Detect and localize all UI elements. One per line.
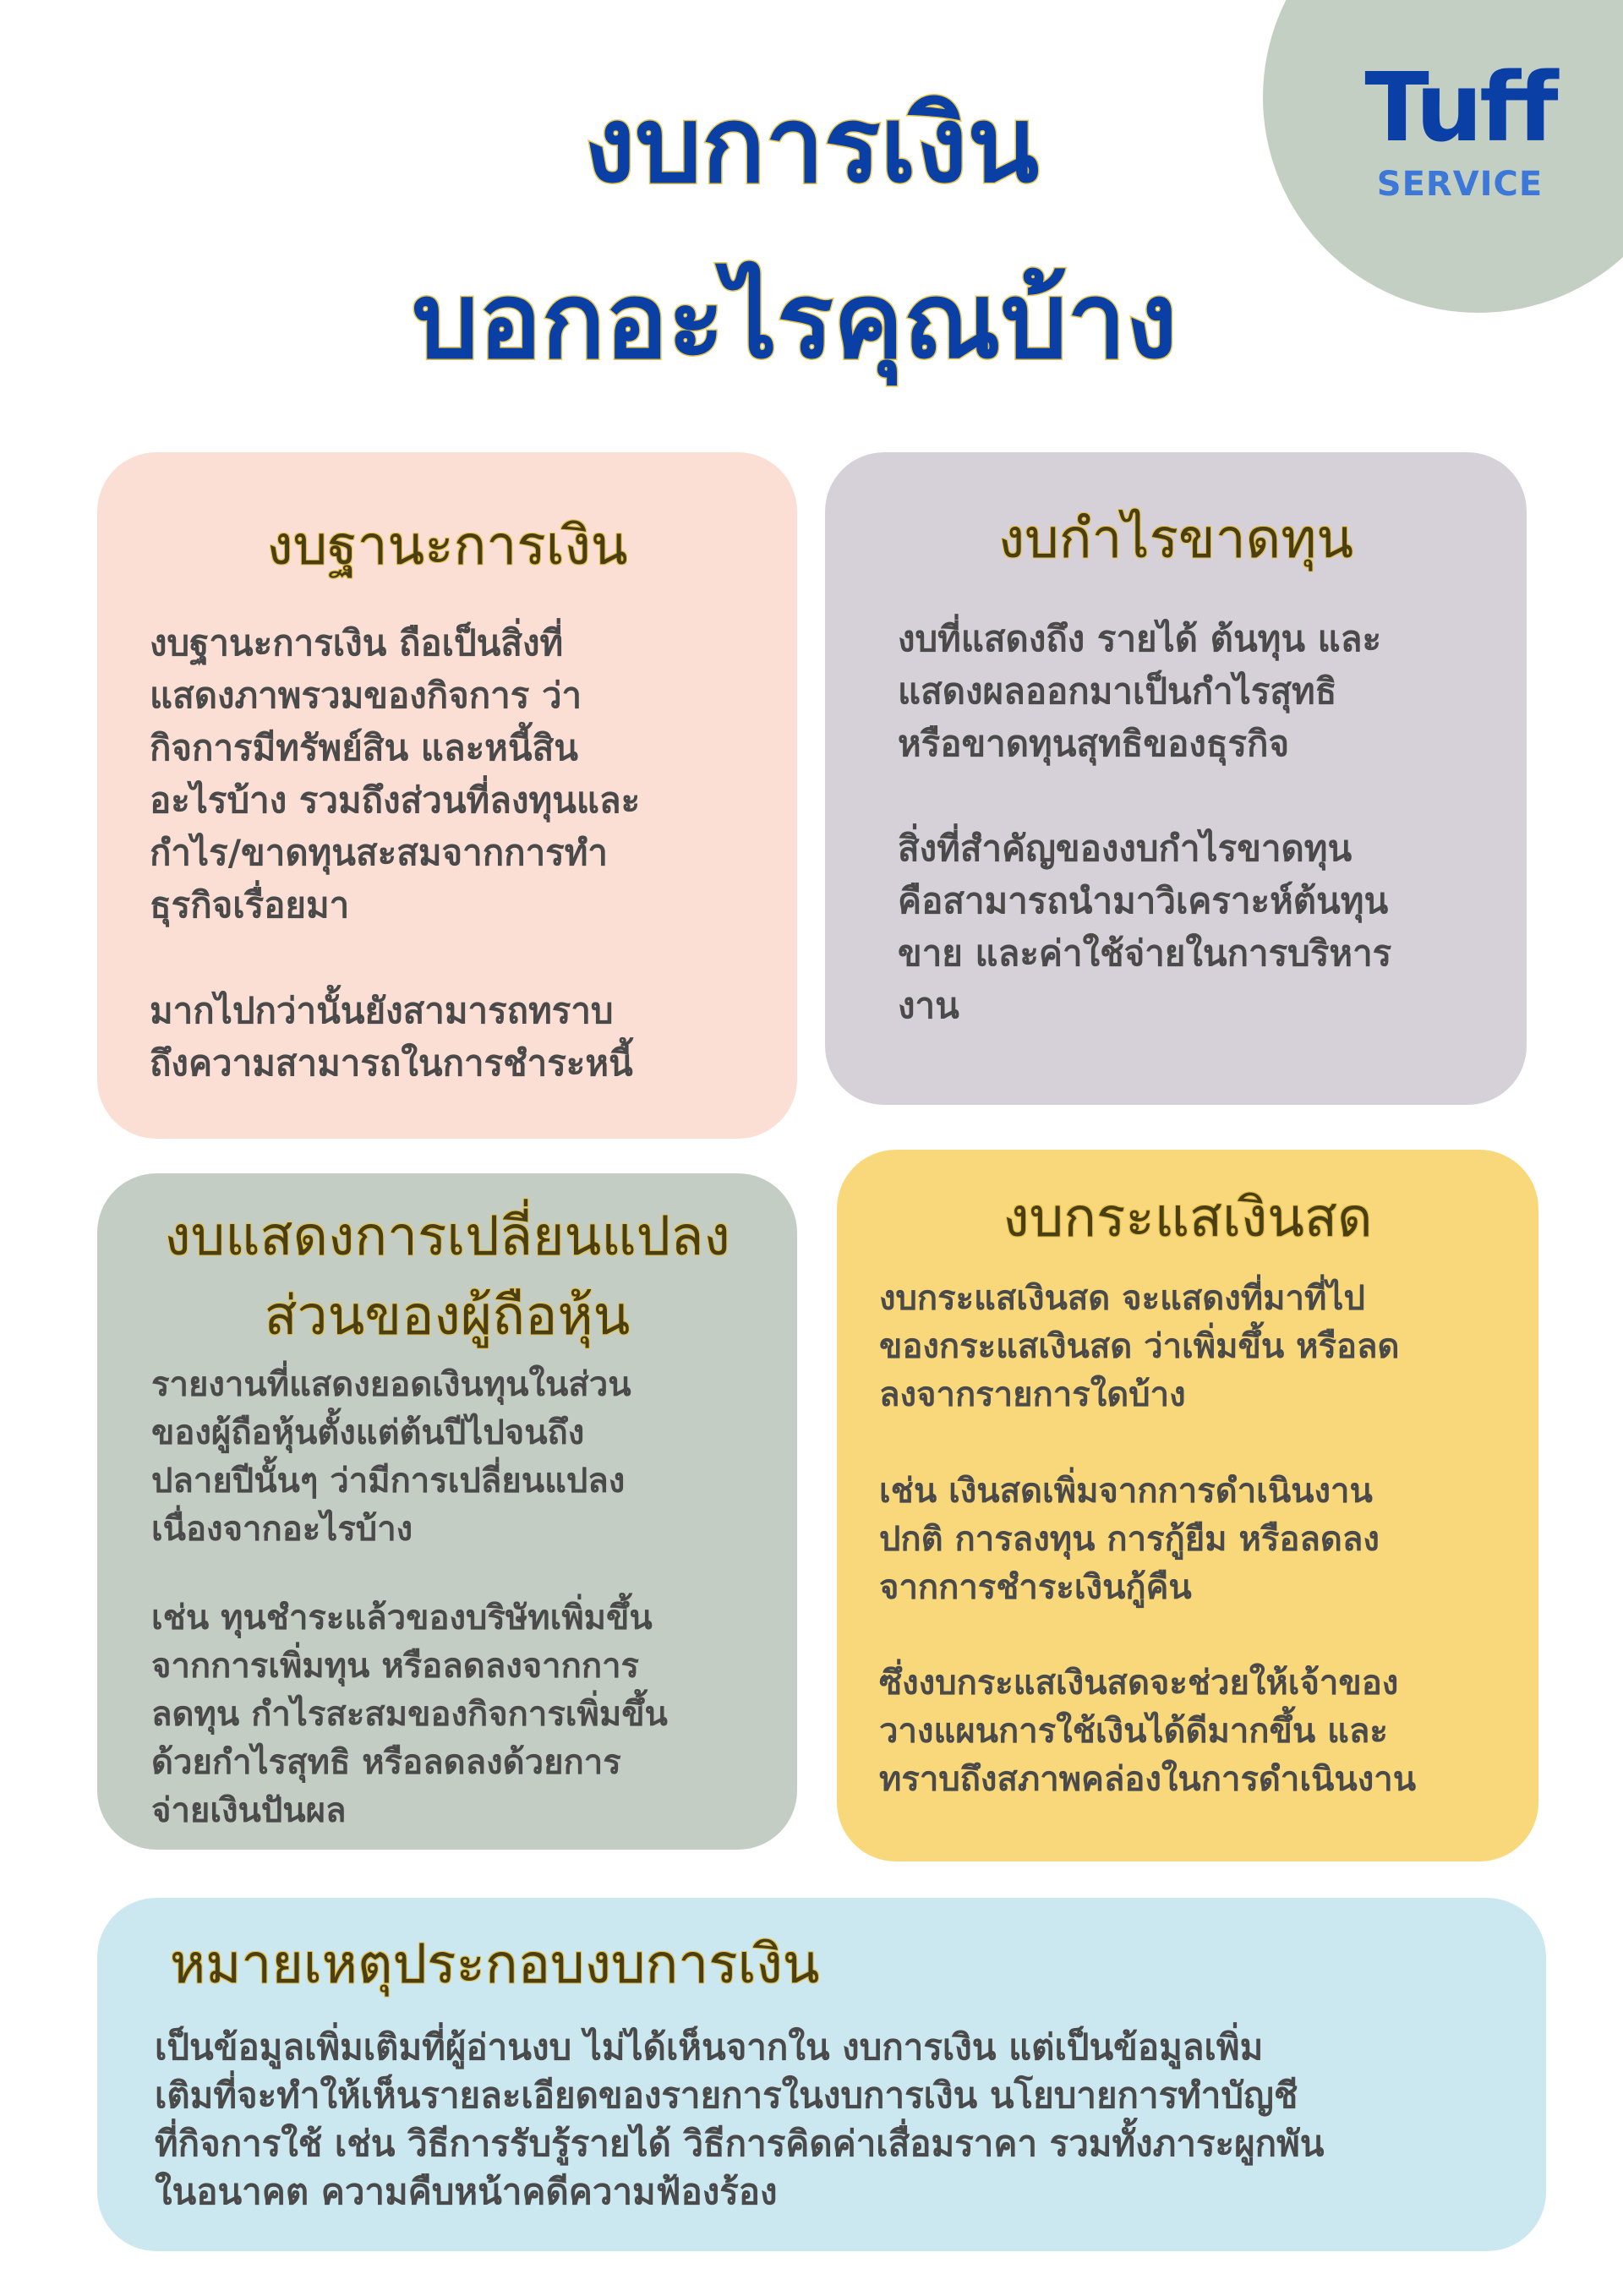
notes-card (97, 1898, 1546, 2251)
page-title-line-1: งบการเงิน (583, 85, 1040, 206)
cash-flow-text-3: ซึ่งงบกระแสเงินสดจะช่วยให้เจ้าของ วางแผนการใช้เงินได้ดีมากขึ้น และ ทราบถึงสภาพคล่องในการดำเนินงาน (879, 1664, 1417, 1799)
balance-sheet-text-2: มากไปกว่านั้นยังสามารถทราบ ถึงความสามารถในการชำระหนี้ (150, 990, 633, 1084)
equity-statement-heading-line-1: งบแสดงการเปลี่ยนแปลง (164, 1205, 730, 1268)
income-statement-text-1: งบที่แสดงถึง รายได้ ต้นทุน และ แสดงผลออกมาเป็นกำไรสุทธิ หรือขาดทุนสุทธิของธุรกิจ (898, 618, 1382, 764)
cash-flow-text-1: งบกระแสเงินสด จะแสดงที่มาที่ไป ของกระแสเงินสด ว่าเพิ่มขึ้น หรือลด ลงจากรายการใดบ้าง (879, 1279, 1400, 1414)
income-statement-card (825, 452, 1527, 1105)
equity-statement-heading-line-2: ส่วนของผู้ถือหุ้น (264, 1285, 631, 1348)
page-title-line-2: บอกอะไรคุณบ้าง (412, 260, 1178, 382)
logo-brand: Tuff (1364, 53, 1555, 163)
equity-statement-heading (97, 1197, 797, 1356)
logo-subtitle: SERVICE (1376, 165, 1544, 204)
equity-statement-text-1: รายงานที่แสดงยอดเงินทุนในส่วน ของผู้ถือหุ้นตั้งแต่ต้นปีไปจนถึง ปลายปีนั้นๆ ว่ามีการเปลี่ยนแปลง เนื่องจากอะไรบ้าง (151, 1365, 631, 1549)
income-statement-heading: งบกำไรขาดทุน (997, 508, 1354, 571)
equity-statement-text-2: เช่น ทุนชำระแล้วของบริษัทเพิ่มขึ้น จากการเพิ่มทุน หรือลดลงจากการ ลดทุน กำไรสะสมของกิจการเพิ่มขึ้น ด้วยกำไรสุทธิ หรือลดลงด้วยการ จ่ายเงินปันผล (151, 1599, 668, 1830)
balance-sheet-text-1: งบฐานะการเงิน ถือเป็นสิ่งที่ แสดงภาพรวมของกิจการ ว่า กิจการมีทรัพย์สิน และหนี้สิน อะไรบ้าง รวมถึงส่วนที่ลงทุนและ กำไร/ขาดทุนสะสมจากการทำ ธุรกิจเรื่อยมา (150, 622, 641, 926)
balance-sheet-heading: งบฐานะการเงิน (266, 515, 628, 577)
balance-sheet-card (97, 452, 797, 1139)
notes-heading: หมายเหตุประกอบงบการเงิน (170, 1933, 820, 1996)
income-statement-text-2: สิ่งที่สำคัญของงบกำไรขาดทุน คือสามารถนำมาวิเคราะห์ต้นทุน ขาย และค่าใช้จ่ายในการบริหาร งาน (898, 828, 1392, 1026)
cash-flow-text-2: เช่น เงินสดเพิ่มจากการดำเนินงาน ปกติ การลงทุน การกู้ยืม หรือลดลง จากการชำระเงินกู้คืน (879, 1472, 1380, 1607)
cash-flow-heading: งบกระแสเงินสด (1003, 1187, 1373, 1249)
equity-statement-card (97, 1173, 797, 1850)
notes-text: เป็นข้อมูลเพิ่มเติมที่ผู้อ่านงบ ไม่ได้เห็นจากใน งบการเงิน แต่เป็นข้อมูลเพิ่ม เติมที่จะทำให้เห็นรายละเอียดของรายการในงบการเงิน นโยบายการทำบัญชี ที่กิจการใช้ เช่น วิธีการรับรู้รายได้ วิธีการคิดค่าเสื่อมราคา รวมทั้งภาระผูกพัน ในอนาคต ความคืบหน้าคดีความฟ้องร้อง (155, 2026, 1325, 2212)
cash-flow-card (837, 1150, 1538, 1861)
